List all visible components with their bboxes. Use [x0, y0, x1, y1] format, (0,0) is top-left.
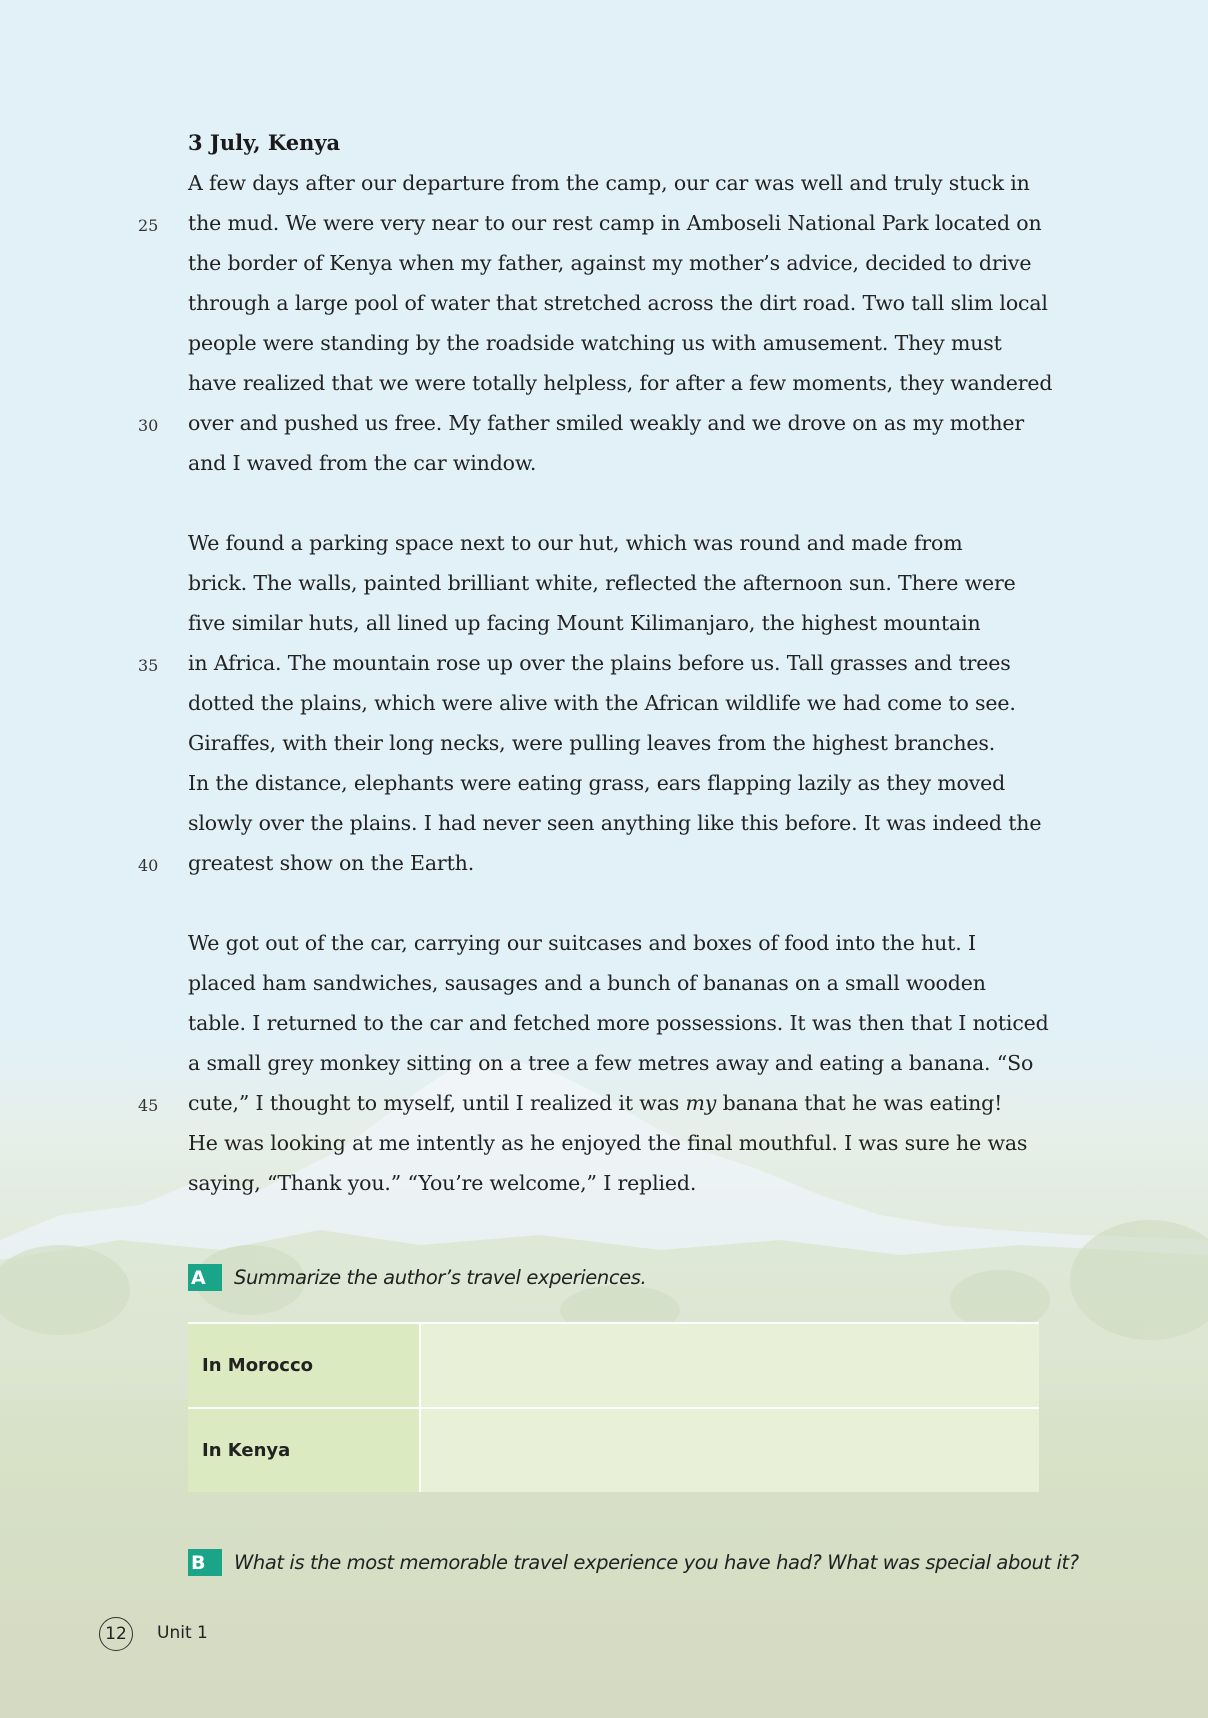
passage-line: We got out of the car, carrying our suitcases and boxes of food into the hut. I	[188, 931, 976, 955]
unit-label: Unit 1	[157, 1623, 208, 1643]
passage-line-text: cute,” I thought to myself, until I realized it was	[188, 1091, 686, 1115]
passage-line: brick. The walls, painted brilliant white, reflected the afternoon sun. There were	[188, 571, 1016, 595]
passage-line: placed ham sandwiches, sausages and a bunch of bananas on a small wooden	[188, 971, 986, 995]
passage-line	[188, 1091, 1058, 1115]
page-number: 12	[99, 1617, 133, 1651]
passage-line: A few days after our departure from the camp, our car was well and truly stuck in	[188, 171, 1030, 195]
summary-table	[188, 1322, 1039, 1492]
passage-line: the mud. We were very near to our rest camp in Amboseli National Park located on	[188, 211, 1042, 235]
task-a-prompt: Summarize the author’s travel experiences.	[234, 1266, 647, 1289]
task-a	[188, 1264, 646, 1291]
row-label-kenya: In Kenya	[188, 1408, 420, 1492]
table-row	[188, 1408, 1039, 1492]
passage-line: the border of Kenya when my father, against my mother’s advice, decided to drive	[188, 251, 1032, 275]
passage-line: In the distance, elephants were eating grass, ears flapping lazily as they moved	[188, 771, 1006, 795]
task-b	[188, 1549, 1079, 1576]
passage-line: We found a parking space next to our hut, which was round and made from	[188, 531, 963, 555]
passage-line: He was looking at me intently as he enjoyed the final mouthful. I was sure he was	[188, 1131, 1028, 1155]
answer-cell-morocco[interactable]	[420, 1323, 1039, 1408]
task-b-prompt: What is the most memorable travel experience you have had? What was special about it?	[234, 1551, 1079, 1574]
line-number: 35	[138, 656, 159, 675]
passage-line-text: banana that he was eating!	[716, 1091, 1003, 1115]
passage-line: and I waved from the car window.	[188, 451, 537, 475]
diary-entry-heading: 3 July, Kenya	[188, 130, 341, 155]
passage-line: five similar huts, all lined up facing Mount Kilimanjaro, the highest mountain	[188, 611, 981, 635]
passage-line: a small grey monkey sitting on a tree a few metres away and eating a banana. “So	[188, 1051, 1034, 1075]
line-number: 45	[138, 1096, 159, 1115]
passage-line: people were standing by the roadside watching us with amusement. They must	[188, 331, 1002, 355]
line-number: 40	[138, 856, 159, 875]
line-number: 30	[138, 416, 159, 435]
passage-line: Giraffes, with their long necks, were pulling leaves from the highest branches.	[188, 731, 996, 755]
passage-line: over and pushed us free. My father smiled weakly and we drove on as my mother	[188, 411, 1024, 435]
passage-line: greatest show on the Earth.	[188, 851, 475, 875]
answer-cell-kenya[interactable]	[420, 1408, 1039, 1492]
passage-line: through a large pool of water that stretched across the dirt road. Two tall slim local	[188, 291, 1048, 315]
passage-line: dotted the plains, which were alive with the African wildlife we had come to see.	[188, 691, 1016, 715]
passage-line: slowly over the plains. I had never seen anything like this before. It was indeed the	[188, 811, 1042, 835]
passage-line: saying, “Thank you.” “You’re welcome,” I replied.	[188, 1171, 697, 1195]
passage-line: table. I returned to the car and fetched more possessions. It was then that I noticed	[188, 1011, 1049, 1035]
emphasized-word: my	[685, 1091, 717, 1115]
passage-line: in Africa. The mountain rose up over the plains before us. Tall grasses and trees	[188, 651, 1011, 675]
line-number: 25	[138, 216, 159, 235]
table-row	[188, 1323, 1039, 1408]
row-label-morocco: In Morocco	[188, 1323, 420, 1408]
task-b-badge: B	[188, 1549, 222, 1576]
task-a-badge: A	[188, 1264, 222, 1291]
passage-line: have realized that we were totally helpless, for after a few moments, they wandered	[188, 371, 1053, 395]
